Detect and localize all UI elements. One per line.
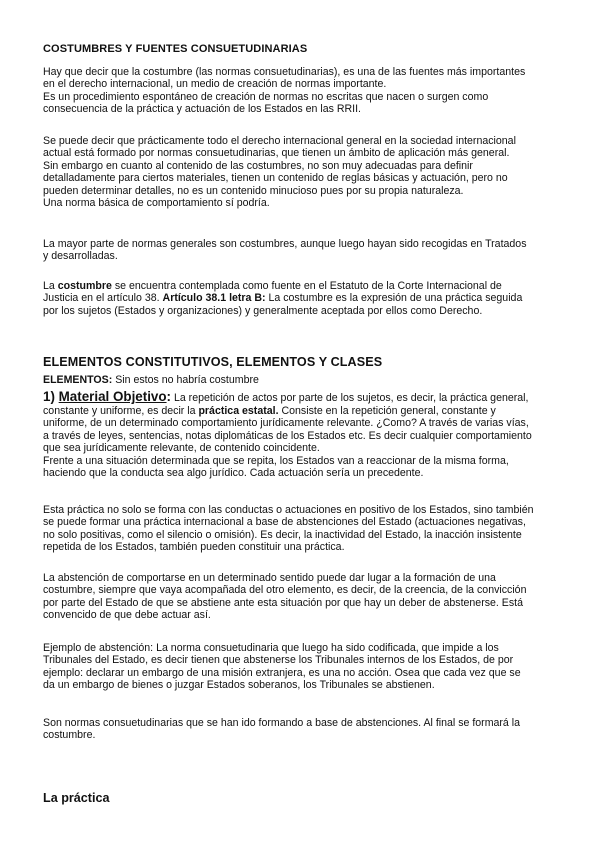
text-line: por parte del Estado de que se abstiene ante esta situación por que hay un deber de abstenerse. Está	[43, 596, 523, 609]
paragraph-conclusion	[43, 717, 563, 742]
text-line: pueden determinar detalles, no es un contenido minucioso pues por su propia naturaleza.	[43, 184, 464, 197]
text-line: haciendo que la conducta sea algo jurídico. Cada actuación sería un precedente.	[43, 467, 424, 480]
paragraph-intro	[43, 66, 563, 116]
text-line: La mayor parte de normas generales son costumbres, aunque luego hayan sido recogidas en Tratados	[43, 238, 527, 250]
text-line: Hay que decir que la costumbre (las normas consuetudinarias), es una de las fuentes más importantes	[43, 66, 526, 78]
paragraph-normas-generales	[43, 238, 563, 263]
bold-term: costumbre	[57, 280, 112, 292]
text-line: Ejemplo de abstención: La norma consuetudinaria que luego ha sido codificada, que impide a los	[43, 642, 499, 654]
paragraph-material-objetivo	[43, 390, 563, 479]
text-line: Se puede decir que prácticamente todo el derecho internacional general en la sociedad internacional	[43, 135, 516, 147]
paragraph-abstenciones	[43, 504, 563, 554]
text-line: repetida de los Estados, también pueden constituir una práctica.	[43, 541, 345, 554]
text-line: costumbre.	[43, 729, 96, 742]
text-line: Son normas consuetudinarias que se han ido formando a base de abstenciones. Al final se formará la	[43, 717, 521, 729]
bold-term: práctica estatal.	[198, 405, 279, 417]
text-line: actual está formado por normas consuetudinarias, que tienen un ámbito de aplicación más general.	[43, 147, 510, 160]
text-line: a través de leyes, sentencias, notas diplomáticas de los Estados etc. Es decir cualquier comportamiento	[43, 429, 532, 442]
paragraph-abstencion-costumbre	[43, 572, 563, 622]
text-line: y desarrolladas.	[43, 250, 118, 263]
text-line: Sin embargo en cuanto al contenido de las costumbres, no son muy adecuadas para definir	[43, 159, 473, 172]
text-line: detalladamente para ciertos materiales, tienen un contenido de reglas básicas y actuación, pero no	[43, 172, 508, 185]
text-line: por los sujetos (Estados y organizaciones) y generalmente aceptada por ellos como Derecho.	[43, 304, 483, 317]
elements-subheading: ELEMENTOS: Sin estos no habría costumbre	[43, 374, 259, 386]
text-line: Una norma básica de comportamiento sí podría.	[43, 197, 270, 210]
text-line: costumbre, siempre que vaya acompañada del otro elemento, es decir, de la creencia, de la convicción	[43, 584, 527, 597]
paragraph-estatuto	[43, 280, 563, 317]
text-line: La abstención de comportarse en un determinado sentido puede dar lugar a la formación de una	[43, 572, 496, 584]
text-line: Es un procedimiento espontáneo de creación de normas no escritas que nacen o surgen como	[43, 90, 489, 103]
bold-label: ELEMENTOS:	[43, 374, 113, 386]
text-line: Tribunales del Estado, es decir tienen que abstenerse los Tribunales internos de los Estados, de por	[43, 654, 514, 667]
paragraph-derecho-internacional	[43, 135, 563, 209]
text-line: no solo positivas, como el silencio o omisión). Es decir, la inactividad del Estado, la inacción insistente	[43, 528, 522, 541]
document-title: COSTUMBRES Y FUENTES CONSUETUDINARIAS	[43, 43, 308, 55]
article-reference: Artículo 38.1 letra B:	[162, 292, 266, 305]
text-line: en el derecho internacional, un medio de creación de normas importante.	[43, 78, 387, 91]
text-line: La costumbre se encuentra contemplada como fuente en el Estatuto de la Corte Internacional de	[43, 280, 502, 292]
text-line: da un embargo de bienes o juzgar Estados soberanos, los Tribunales se abstienen.	[43, 679, 435, 692]
material-objetivo-heading: Material Objetivo	[58, 389, 167, 404]
section-heading: ELEMENTOS CONSTITUTIVOS, ELEMENTOS Y CLASES	[43, 355, 383, 369]
text-line: Justicia en el artículo 38. Artículo 38.1 letra B: La costumbre es la expresión de una práctica seguida	[43, 292, 523, 305]
text-line: 1) Material Objetivo: La repetición de actos por parte de los sujetos, es decir, la práctica general,	[43, 389, 529, 404]
text-line: constante y uniforme, es decir la práctica estatal. Consiste en la repetición general, constante y	[43, 405, 496, 417]
section-heading-practica: La práctica	[43, 791, 110, 805]
text-line: Esta práctica no solo se forma con las conductas o actuaciones en positivo de los Estados, sino también	[43, 504, 534, 516]
text-line: que sea jurídicamente relevante, de contenido coincidente.	[43, 442, 320, 455]
text-line: consecuencia de la práctica y actuación de los Estados en las RRII.	[43, 103, 361, 116]
text-line: convencido de que debe actuar así.	[43, 609, 211, 622]
paragraph-ejemplo	[43, 642, 563, 692]
text-line: uniforme, de un determinado comportamiento jurídicamente relevante. ¿Como? A través de varias vías,	[43, 417, 529, 430]
text-line: se puede formar una práctica internacional a base de abstenciones del Estado (actuaciones negativas,	[43, 516, 526, 529]
text-line: ejemplo: declarar un embargo de una misión extranjera, es una no acción. Osea que cada vez que se	[43, 666, 521, 679]
text-line: Frente a una situación determinada que se repita, los Estados van a reaccionar de la misma forma,	[43, 454, 509, 467]
